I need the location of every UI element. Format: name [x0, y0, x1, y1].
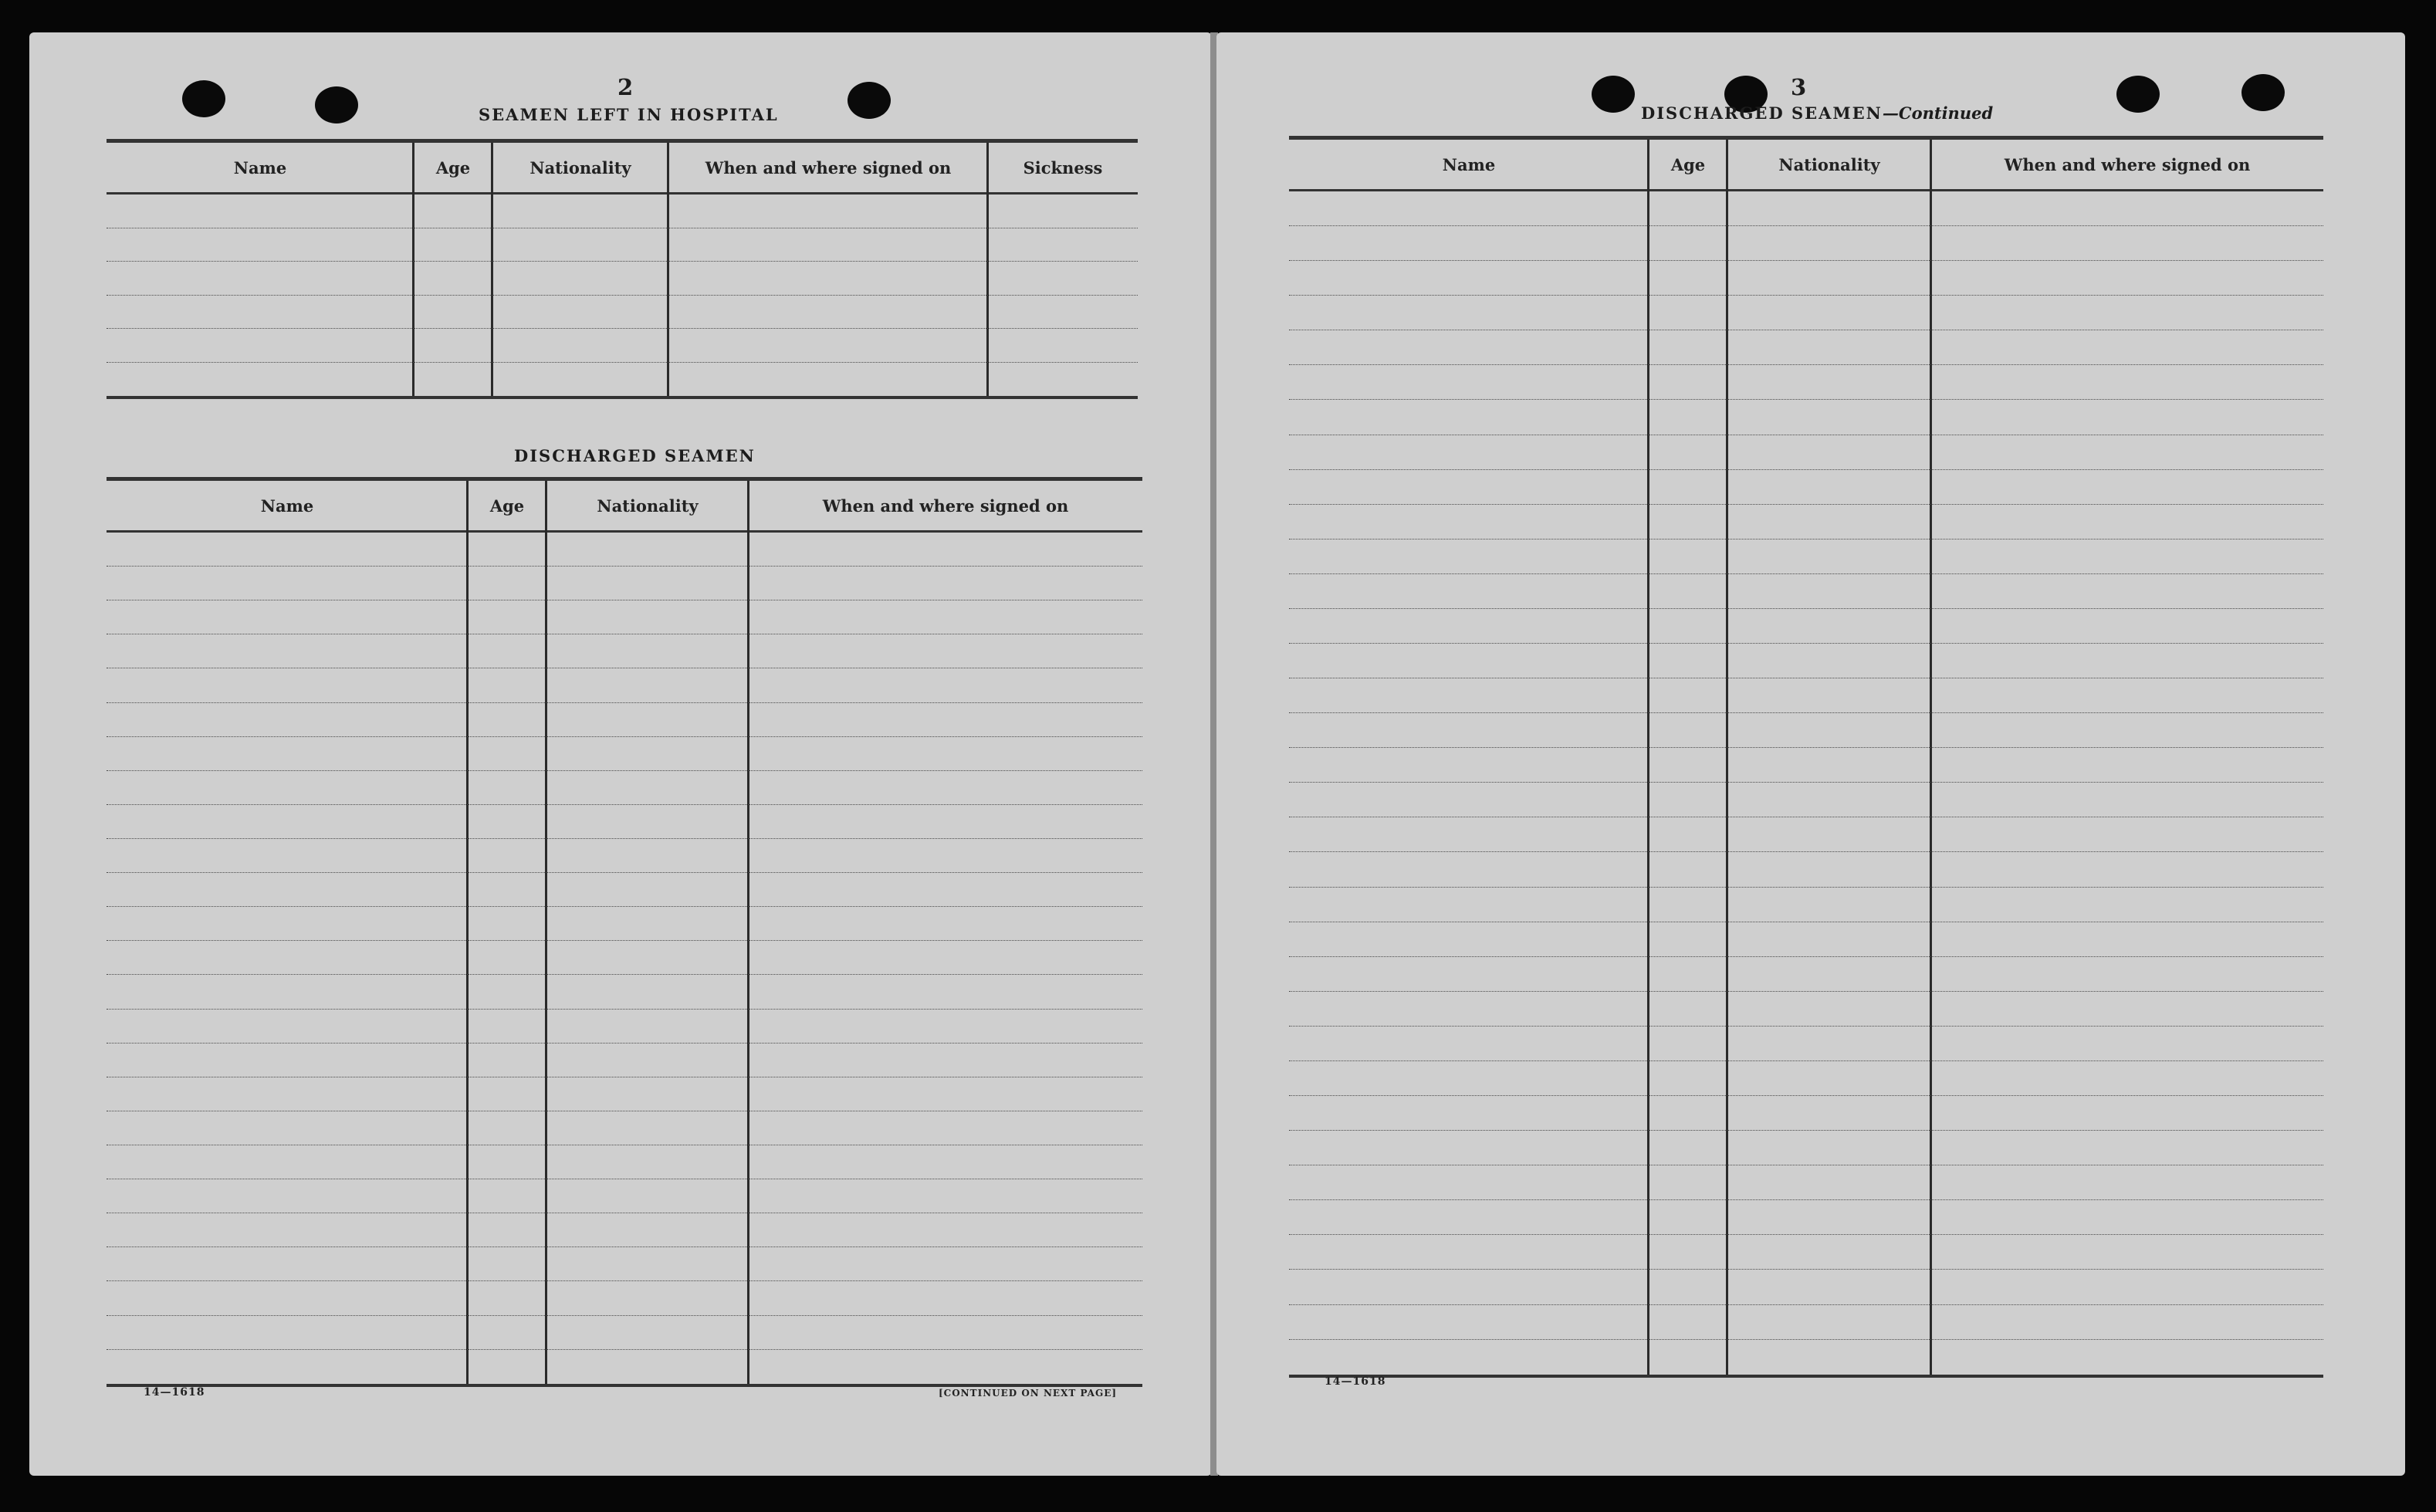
column-header-signed-on: When and where signed on — [2004, 154, 2251, 174]
right-page — [1216, 32, 2405, 1476]
table-row — [1289, 817, 2323, 852]
table-row — [1289, 400, 2323, 435]
table-row — [107, 1145, 1142, 1179]
hospital-table-header — [107, 143, 1138, 194]
table-row — [1289, 505, 2323, 540]
column-header-name: Name — [233, 157, 287, 178]
table-row — [1289, 852, 2323, 887]
table-row — [1289, 783, 2323, 817]
table-row — [1289, 330, 2323, 365]
table-row — [107, 1179, 1142, 1213]
column-header-sickness: Sickness — [1023, 157, 1103, 178]
punch-hole — [2241, 74, 2285, 111]
discharged-continued-table — [1289, 136, 2323, 1378]
punch-hole — [182, 80, 225, 117]
table-row — [107, 600, 1142, 634]
punch-hole — [1592, 76, 1635, 113]
table-row — [107, 363, 1138, 397]
discharged-continued-title — [1641, 103, 1993, 123]
table-row — [1289, 888, 2323, 922]
discharged-table-header — [107, 481, 1142, 533]
column-header-nationality: Nationality — [529, 157, 631, 178]
table-row — [107, 1213, 1142, 1247]
table-row — [1289, 226, 2323, 261]
column-header-age: Age — [1670, 154, 1706, 174]
table-row — [1289, 435, 2323, 470]
column-header-name: Name — [260, 496, 314, 516]
table-row — [1289, 644, 2323, 678]
table-row — [107, 839, 1142, 873]
table-row — [1289, 261, 2323, 296]
page-number: 3 — [1791, 74, 1807, 100]
table-row — [107, 668, 1142, 702]
punch-hole — [2116, 76, 2160, 113]
table-row — [107, 1350, 1142, 1384]
table-row — [1289, 540, 2323, 574]
left-page — [29, 32, 1212, 1476]
punch-hole — [315, 86, 358, 123]
column-header-signed-on: When and where signed on — [822, 496, 1069, 516]
column-header-age: Age — [435, 157, 471, 178]
table-row — [107, 907, 1142, 941]
table-row — [107, 634, 1142, 668]
continued-note: [CONTINUED ON NEXT PAGE] — [939, 1388, 1118, 1399]
table-row — [1289, 574, 2323, 609]
table-row — [1289, 609, 2323, 644]
table-row — [1289, 470, 2323, 505]
table-row — [1289, 1096, 2323, 1131]
table-row — [1289, 957, 2323, 992]
table-row — [107, 1111, 1142, 1145]
table-row — [107, 533, 1142, 567]
table-row — [107, 771, 1142, 805]
table-row — [107, 975, 1142, 1009]
discharged-section-title: DISCHARGED SEAMEN — [514, 446, 756, 465]
discharged-table-rows — [107, 533, 1142, 1384]
column-header-name: Name — [1442, 154, 1496, 174]
table-row — [1289, 296, 2323, 330]
table-row — [1289, 992, 2323, 1027]
column-header-nationality: Nationality — [597, 496, 699, 516]
table-row — [107, 567, 1142, 600]
table-row — [107, 1281, 1142, 1315]
table-row — [1289, 713, 2323, 748]
column-header-signed-on: When and where signed on — [705, 157, 952, 178]
hospital-table — [107, 139, 1138, 399]
table-row — [1289, 1340, 2323, 1375]
table-row — [107, 228, 1138, 262]
hospital-table-rows — [107, 194, 1138, 396]
table-row — [1289, 748, 2323, 783]
table-row — [1289, 1305, 2323, 1340]
title-main: DISCHARGED SEAMEN — [1641, 103, 1883, 123]
table-row — [107, 194, 1138, 228]
table-row — [1289, 1200, 2323, 1235]
table-row — [1289, 1131, 2323, 1165]
table-row — [107, 703, 1142, 737]
table-row — [1289, 922, 2323, 957]
page-number: 2 — [617, 74, 634, 100]
title-suffix: —Continued — [1882, 103, 1994, 123]
table-row — [1289, 1027, 2323, 1061]
table-row — [1289, 1235, 2323, 1270]
table-row — [107, 1077, 1142, 1111]
table-row — [107, 805, 1142, 839]
table-row — [107, 329, 1138, 363]
table-row — [107, 296, 1138, 330]
table-row — [107, 941, 1142, 975]
discharged-continued-table-header — [1289, 140, 2323, 191]
column-header-age: Age — [489, 496, 525, 516]
table-row — [1289, 678, 2323, 713]
table-row — [107, 262, 1138, 296]
table-row — [1289, 1061, 2323, 1096]
table-row — [107, 873, 1142, 907]
form-number: 14—1618 — [1325, 1375, 1386, 1388]
column-header-nationality: Nationality — [1778, 154, 1880, 174]
table-row — [1289, 365, 2323, 400]
discharged-continued-table-rows — [1289, 191, 2323, 1375]
table-row — [1289, 1270, 2323, 1304]
table-row — [1289, 191, 2323, 226]
table-row — [107, 737, 1142, 771]
table-row — [107, 1316, 1142, 1350]
hospital-section-title: SEAMEN LEFT IN HOSPITAL — [479, 105, 779, 124]
form-number: 14—1618 — [144, 1386, 205, 1399]
punch-hole — [848, 82, 891, 119]
table-row — [107, 1010, 1142, 1044]
table-row — [107, 1044, 1142, 1077]
discharged-table — [107, 477, 1142, 1387]
table-row — [107, 1247, 1142, 1281]
table-row — [1289, 1165, 2323, 1200]
